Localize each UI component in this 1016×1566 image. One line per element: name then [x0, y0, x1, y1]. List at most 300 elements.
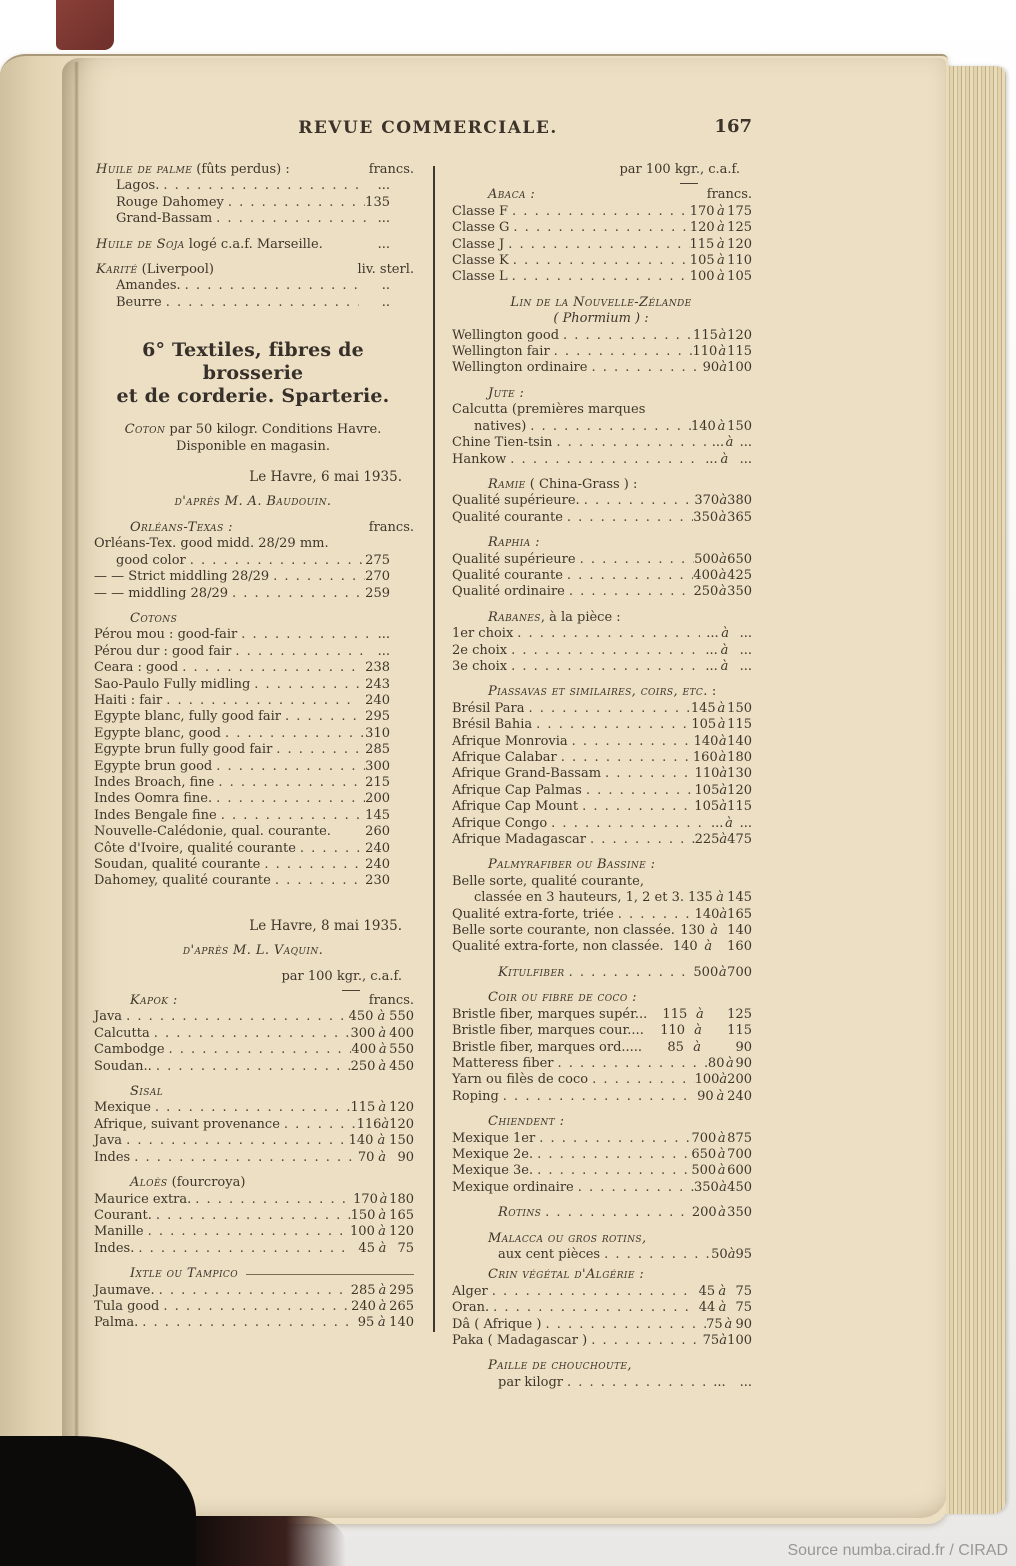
table-row [450, 734, 770, 750]
table-row [92, 1224, 432, 1240]
table-row [450, 269, 770, 285]
price-max: ... [739, 642, 752, 658]
price-min: ... [705, 642, 718, 658]
row-label: Afrique Madagascar [452, 832, 586, 848]
dot-leader [159, 178, 358, 194]
section-heading [450, 990, 770, 1006]
dot-leader [532, 717, 691, 733]
price-max: 75 [735, 1283, 752, 1299]
table-row [92, 1150, 432, 1166]
dot-leader [162, 295, 359, 311]
dot-leader [576, 552, 695, 568]
row-label: Matteress fiber [452, 1055, 554, 1071]
table-row [450, 435, 770, 451]
section-heading [450, 1358, 770, 1374]
price-separator: à [717, 700, 726, 716]
price-min: 80 [707, 1055, 725, 1071]
row-label: good color [116, 552, 186, 568]
price-min: 75 [702, 1333, 720, 1348]
table-row [92, 211, 432, 227]
dot-leader [580, 493, 695, 509]
price-max: 265 [389, 1298, 414, 1314]
price-separator: à [719, 906, 728, 922]
table-row [450, 939, 770, 955]
row-label: Amandes. [116, 278, 181, 294]
table-row [450, 832, 770, 848]
price-max: 200 [727, 1072, 752, 1088]
price-separator: à [720, 451, 729, 467]
table-row [450, 750, 770, 766]
price-max: 150 [389, 1133, 414, 1149]
table-row [450, 402, 770, 418]
row-label: Indes. [94, 1240, 135, 1256]
price-min: 85 [667, 1039, 684, 1055]
price-separator: à [717, 253, 725, 269]
row-label: natives) [474, 418, 527, 434]
price-separator: à [377, 1009, 386, 1025]
attr-line: d'après M. L. Vaquin. [182, 943, 324, 959]
price-max: 425 [727, 567, 752, 583]
price-max: 145 [727, 890, 752, 906]
table-row [450, 799, 770, 815]
dot-leader [588, 1072, 695, 1088]
price-min: 105 [691, 717, 717, 733]
table-row [450, 419, 770, 435]
heading-label: Orléans-Texas : [130, 519, 233, 535]
price-value: 240 [365, 692, 390, 708]
price-max: 90 [397, 1149, 414, 1165]
table-row [450, 701, 770, 717]
row-label: Chine Tien-tsin [452, 435, 553, 451]
price-min: 110 [692, 344, 718, 360]
price-max: 110 [727, 253, 752, 269]
row-label: Egypte blanc, good [94, 725, 221, 741]
row-label: Wellington ordinaire [452, 360, 588, 376]
dot-leader [155, 1283, 351, 1299]
price-value: 200 [365, 791, 390, 807]
price-min: 350 [693, 509, 719, 525]
row-label: Nouvelle-Calédonie, qual. courante. [94, 824, 331, 840]
row-label: Afrique Grand-Bassam [452, 766, 602, 782]
row-label: 2e choix [452, 642, 508, 658]
table-row [92, 873, 432, 889]
dot-leader [559, 328, 693, 344]
dot-leader [260, 857, 365, 873]
price-separator: à [718, 733, 727, 749]
price-value: 260 [365, 824, 390, 840]
dot-leader [181, 278, 362, 294]
price-max: 150 [727, 700, 752, 716]
table-row [450, 584, 770, 600]
price-max: 350 [727, 1205, 752, 1221]
dot-leader [231, 644, 368, 660]
price-separator: à [718, 567, 727, 583]
table-row [450, 783, 770, 799]
row-label: Rotins [498, 1205, 542, 1221]
price-max: 550 [389, 1009, 414, 1025]
dot-leader [152, 1059, 351, 1075]
note-line: Disponible en magasin. [176, 438, 330, 454]
row-label: Calcutta [94, 1025, 150, 1041]
row-label: Indes [94, 1149, 131, 1165]
table-row [450, 1072, 770, 1088]
row-label: Oran. [452, 1300, 490, 1316]
price-max: 100 [727, 1333, 752, 1348]
price-separator: à [704, 939, 713, 955]
table-row [92, 775, 432, 791]
price-separator: à [717, 717, 726, 733]
row-label: Indes Bengale fine [94, 807, 217, 823]
price-separator: à [719, 1072, 728, 1088]
row-label: Qualité ordinaire [452, 584, 565, 600]
dot-leader [541, 1317, 706, 1333]
page-number: 167 [714, 116, 752, 137]
table-row [92, 1241, 432, 1257]
price-separator: à [720, 642, 729, 658]
price-max: 105 [727, 269, 752, 285]
price-max: 120 [727, 782, 752, 798]
price-min: 120 [689, 220, 715, 236]
table-row [450, 360, 770, 376]
dot-leader [563, 1375, 711, 1391]
price-min: 500 [693, 964, 719, 980]
date-line: Le Havre, 8 mai 1935. [249, 917, 402, 934]
price-min: 115 [689, 236, 715, 252]
table-row [92, 1133, 432, 1149]
dot-leader [296, 841, 365, 857]
price-min: 115 [693, 327, 718, 343]
price-max: 450 [389, 1058, 414, 1074]
price-min: 350 [694, 1179, 719, 1195]
dot-leader [547, 816, 707, 832]
table-row [92, 660, 432, 676]
price-separator: à [717, 1130, 726, 1146]
row-label: Brésil Para [452, 700, 525, 716]
price-max: 130 [727, 766, 752, 782]
dot-leader [601, 766, 695, 782]
price-value: 135 [365, 194, 390, 210]
dot-leader [150, 1026, 351, 1042]
price-max: 75 [397, 1240, 414, 1256]
row-label: Roping [452, 1088, 499, 1104]
table-row [450, 237, 770, 253]
table-row [450, 204, 770, 220]
table-row [450, 1333, 770, 1349]
table-row [92, 677, 432, 693]
dot-leader [191, 1192, 353, 1208]
page-gutter-crease [74, 62, 79, 1502]
dot-leader [535, 1131, 691, 1147]
heading-label: Aloès (fourcroya) [130, 1175, 246, 1191]
row-label: Egypte brun fully good fair [94, 742, 273, 758]
heading-label: Sisal [130, 1084, 164, 1100]
price-separator: à [719, 799, 728, 815]
price-separator: à [718, 964, 727, 980]
price-separator: à [378, 1298, 387, 1314]
price-min: 170 [689, 203, 715, 219]
row-label: Kitulfiber [498, 964, 565, 980]
dot-leader [281, 709, 365, 725]
table-row [450, 1147, 770, 1163]
unit-line: par 100 kgr., c.a.f. [450, 162, 770, 178]
row-label: Bristle fiber, marques ord..... [452, 1039, 643, 1055]
price-min: 170 [353, 1191, 378, 1207]
table-row [92, 693, 432, 709]
row-label: Java [94, 1133, 123, 1149]
price-value: ... [377, 627, 390, 643]
dot-leader [513, 626, 700, 642]
row-label: — — Strict middling 28/29 [94, 569, 270, 585]
row-label: Manille [94, 1224, 144, 1240]
table-row [450, 626, 770, 642]
price-min: ... [713, 1374, 726, 1390]
price-value: .. [381, 294, 390, 310]
dot-leader [586, 832, 695, 848]
heading-label: Malacca ou gros rotins, [488, 1230, 647, 1246]
row-label: Hankow [452, 451, 507, 467]
row-label: Wellington good [452, 327, 560, 343]
price-value: .. [381, 278, 390, 294]
row-label: Cambodge [94, 1042, 165, 1058]
price-min: 140 [672, 939, 698, 955]
price-max: 120 [727, 236, 752, 252]
row-label: Côte d'Ivoire, qualité courante [94, 840, 296, 856]
price-max: 100 [727, 360, 752, 376]
price-min: 500 [694, 551, 719, 567]
price-max: 90 [735, 1316, 752, 1332]
price-max: 550 [389, 1042, 414, 1058]
table-row [92, 1100, 432, 1116]
row-label: classée en 3 hauteurs, 1, 2 et 3. [474, 890, 684, 906]
heading-label: Palmyrafiber ou Bassine : [488, 857, 656, 873]
table-row [450, 1007, 770, 1023]
price-separator: à [725, 815, 733, 831]
table-row [450, 717, 770, 733]
price-min: 45 [358, 1240, 375, 1256]
dot-leader [217, 808, 365, 824]
dot-leader [557, 750, 693, 766]
heading-label: Karité (Liverpool) [96, 262, 214, 278]
row-label: Classe F [452, 203, 509, 219]
table-row [92, 295, 432, 311]
dot-leader [582, 783, 695, 799]
price-value: ... [377, 236, 390, 252]
section-heading [92, 162, 432, 178]
table-row [450, 874, 770, 890]
price-separator: à [718, 509, 727, 525]
dot-leader [533, 1163, 691, 1179]
dot-leader [499, 1089, 694, 1105]
row-label: Bristle fiber, marques supér... [452, 1006, 648, 1022]
table-row [450, 1284, 770, 1300]
section-heading [450, 386, 770, 402]
row-label: Ceara : good [94, 660, 179, 676]
price-value: 295 [365, 709, 390, 725]
price-max: ... [739, 815, 752, 831]
row-label: Classe J [452, 236, 505, 252]
dot-leader [144, 1224, 350, 1240]
dot-leader [614, 907, 695, 923]
price-max: 75 [735, 1300, 752, 1316]
heading-label: Raphia : [488, 535, 540, 551]
price-min: 500 [691, 1163, 717, 1179]
price-separator: à [719, 551, 727, 567]
dot-leader [152, 1208, 351, 1224]
price-min: 105 [694, 799, 720, 815]
price-max: 120 [389, 1116, 414, 1132]
row-label: Tula good [94, 1298, 160, 1314]
unit-label: francs. [368, 993, 414, 1009]
price-separator: à [378, 1025, 387, 1041]
price-min: 240 [351, 1298, 376, 1314]
price-min: 140 [694, 906, 720, 922]
table-row [92, 536, 432, 552]
table-row [450, 1180, 770, 1196]
price-separator: à [378, 1224, 386, 1240]
price-value: 300 [365, 758, 390, 774]
dot-leader [488, 1284, 695, 1300]
table-row [92, 1042, 432, 1058]
price-min: 200 [691, 1205, 717, 1221]
dot-leader [280, 1117, 357, 1133]
dot-leader [563, 568, 693, 584]
dot-leader [134, 1241, 353, 1257]
table-row [92, 627, 432, 643]
price-max: 115 [727, 1023, 752, 1039]
dot-leader [228, 586, 365, 602]
price-min: 400 [351, 1042, 377, 1058]
row-label: Qualité courante [452, 567, 563, 583]
price-min: 700 [691, 1130, 717, 1146]
section-heading [450, 610, 770, 626]
price-separator: à [378, 1058, 387, 1074]
row-label: Pérou dur : good fair [94, 643, 232, 659]
dot-leader [122, 1009, 349, 1025]
price-separator: à [719, 1179, 727, 1195]
dot-leader [214, 775, 365, 791]
table-row [450, 510, 770, 526]
table-row [92, 178, 432, 194]
note-line: Coton par 50 kilogr. Conditions Havre. [124, 422, 382, 438]
row-label: Belle sorte courante, non classée. [452, 923, 675, 939]
price-separator: à [718, 1283, 727, 1299]
price-separator: à [718, 750, 727, 765]
table-row [450, 1040, 770, 1056]
dot-leader [178, 660, 361, 676]
price-max: 115 [727, 344, 752, 360]
price-max: 90 [735, 1039, 752, 1055]
section-heading [92, 1175, 432, 1191]
row-label: Dâ ( Afrique ) [452, 1316, 542, 1332]
row-label: Grand-Bassam [116, 211, 213, 227]
table-row [92, 1059, 432, 1075]
row-label: — — middling 28/29 [94, 585, 228, 601]
section-heading [92, 520, 432, 536]
price-min: 115 [350, 1100, 376, 1116]
column-divider-rule [433, 166, 435, 1332]
price-value: 270 [365, 569, 390, 585]
price-separator: à [378, 1282, 387, 1298]
price-min: 300 [350, 1025, 376, 1041]
price-min: 135 [687, 890, 713, 906]
section-heading [450, 684, 770, 700]
price-max: 125 [727, 220, 752, 236]
price-max: 165 [389, 1207, 414, 1223]
title-line: et de corderie. Sparterie. [116, 385, 390, 408]
row-label: Mexique [94, 1100, 151, 1116]
book-spine-red-label [56, 0, 114, 50]
row-label: Brésil Bahia [452, 717, 533, 733]
row-label: Yarn ou filès de coco [452, 1072, 589, 1088]
row-label: Beurre [116, 294, 162, 310]
row-label: Afrique Cap Mount [452, 799, 579, 815]
price-separator: à [693, 1039, 702, 1055]
dot-leader [507, 643, 699, 659]
price-min: 50 [711, 1246, 728, 1262]
price-max: 115 [727, 717, 752, 733]
price-max: ... [739, 658, 752, 674]
table-row [450, 568, 770, 584]
table-row [450, 1300, 770, 1316]
table-row [450, 1163, 770, 1179]
section-heading [92, 993, 432, 1009]
row-label: Bristle fiber, marques cour.... [452, 1023, 644, 1039]
price-max: 400 [389, 1025, 414, 1041]
table-row [450, 1375, 770, 1391]
table-row [92, 1208, 432, 1224]
price-min: 70 [357, 1149, 375, 1165]
right-column [450, 162, 770, 1391]
price-separator: à [717, 220, 725, 236]
table-row [92, 824, 432, 840]
price-max: ... [739, 626, 752, 642]
section-heading [92, 237, 432, 253]
row-label: Indes Oomra fine. [94, 791, 213, 807]
price-min: ... [711, 815, 724, 831]
spacer [246, 1274, 414, 1275]
price-value: 275 [365, 552, 390, 568]
table-row [92, 569, 432, 585]
heading-label: Huile de Soja logé c.a.f. Marseille. [96, 236, 323, 252]
price-min: 140 [348, 1133, 374, 1149]
table-row [450, 1317, 770, 1333]
price-separator: à [377, 1133, 386, 1149]
table-row [450, 816, 770, 832]
row-label: Qualité supérieure [452, 551, 576, 567]
row-label: Sao-Paulo Fully midling [94, 676, 251, 692]
row-label: Paka ( Madagascar ) [452, 1333, 588, 1348]
heading-label: Chiendent : [488, 1114, 565, 1130]
dot-leader [221, 726, 365, 742]
price-separator: à [718, 1300, 727, 1316]
price-separator: à [719, 1333, 728, 1348]
dot-leader [212, 211, 366, 227]
price-max: 120 [727, 327, 752, 343]
heading-label: Crin végétal d'Algérie : [488, 1267, 645, 1283]
table-row [450, 907, 770, 923]
price-max: 140 [727, 923, 752, 939]
row-label: Soudan, qualité courante [94, 857, 261, 872]
row-label: Rouge Dahomey [116, 194, 224, 210]
heading-label: Ramie ( China-Grass ) : [488, 476, 638, 492]
table-row [92, 857, 432, 873]
table-row [92, 808, 432, 824]
dot-leader [272, 742, 365, 758]
price-max: 240 [727, 1088, 752, 1104]
dot-leader [508, 204, 690, 220]
price-max: 450 [727, 1179, 752, 1195]
dot-leader [600, 1247, 711, 1263]
